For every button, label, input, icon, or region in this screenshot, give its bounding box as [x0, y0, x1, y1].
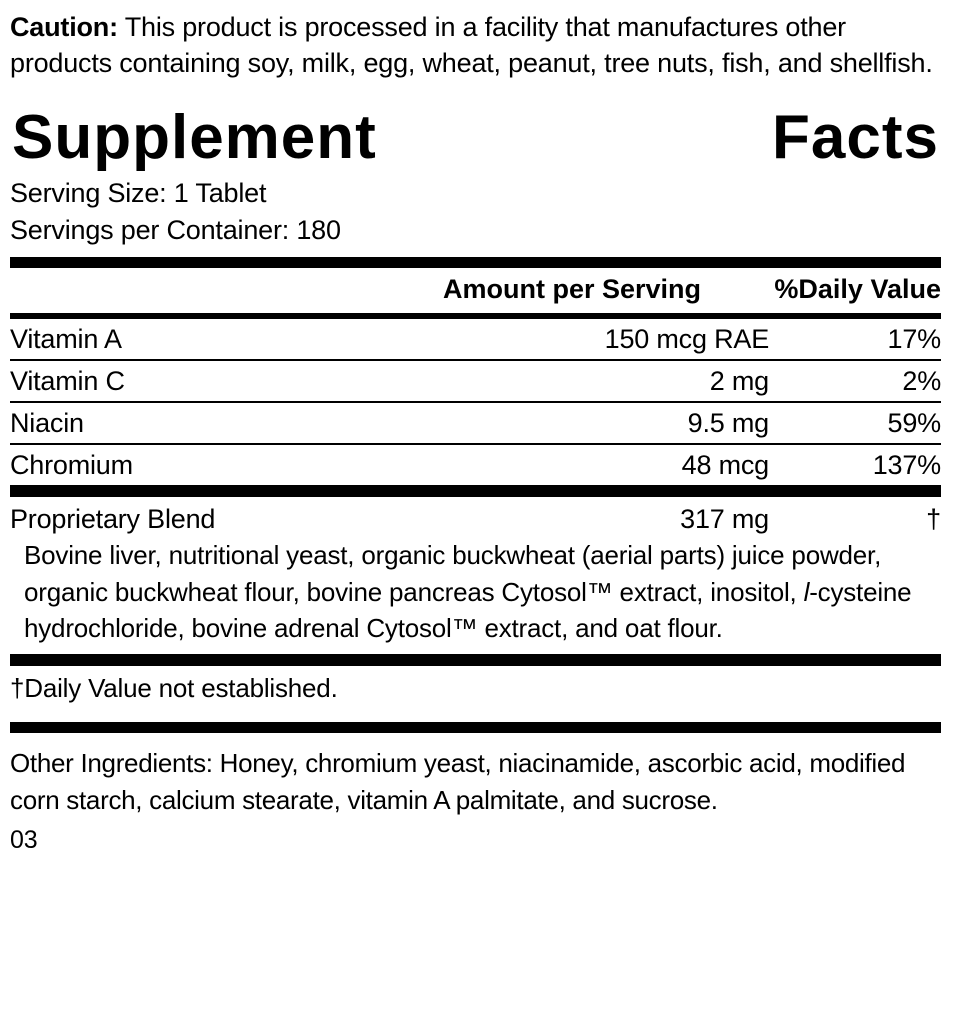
table-row	[10, 445, 941, 485]
servings-per-container: Servings per Container: 180	[10, 214, 341, 245]
nutrient-name: Vitamin A	[10, 324, 122, 355]
blend-description-part-1: Bovine liver, nutritional yeast, organic buckwheat (aerial parts) juice powder, organic buckwheat flour, bovine pancreas Cytosol™ extract, inositol,	[24, 540, 882, 607]
nutrient-name: Vitamin C	[10, 366, 125, 397]
blend-dv: †	[926, 504, 941, 535]
nutrient-amount: 48 mcg	[681, 450, 769, 481]
nutrient-amount: 9.5 mg	[687, 408, 769, 439]
divider-above-blend	[10, 485, 941, 497]
nutrient-amount: 2 mg	[709, 366, 769, 397]
header-daily-value: %Daily Value	[774, 274, 941, 305]
caution-text: This product is processed in a facility that manufactures other products containing soy, milk, egg, wheat, peanut, tree nuts, fish, and shellfish.	[10, 12, 933, 78]
table-header-row	[10, 268, 941, 313]
divider-below-blend	[10, 654, 941, 666]
blend-description-italic: l	[803, 576, 810, 607]
blend-description-part-2: -cysteine hydrochloride, bovine adrenal Cytosol™ extract, and oat flour.	[24, 576, 912, 644]
blend-amount: 317 mg	[680, 504, 769, 535]
table-row	[10, 361, 941, 401]
serving-size: Serving Size: 1 Tablet	[10, 177, 267, 208]
nutrient-dv: 137%	[872, 450, 941, 481]
table-row	[10, 403, 941, 443]
title-word-supplement: Supplement	[12, 102, 377, 172]
proprietary-blend-row	[10, 497, 941, 537]
nutrient-dv: 17%	[887, 324, 941, 355]
nutrient-dv: 59%	[887, 408, 941, 439]
nutrient-name: Chromium	[10, 450, 133, 481]
nutrient-dv: 2%	[902, 366, 941, 397]
page-title	[10, 102, 941, 173]
page-number: 03	[10, 826, 38, 855]
divider-thick-top	[10, 257, 941, 268]
blend-description	[10, 537, 941, 654]
title-word-facts: Facts	[772, 102, 939, 172]
divider-thick-bottom	[10, 722, 941, 733]
header-amount-per-serving: Amount per Serving	[442, 274, 701, 305]
daily-value-footnote: †Daily Value not established.	[10, 673, 338, 704]
nutrient-name: Niacin	[10, 408, 84, 439]
caution-label: Caution:	[10, 12, 118, 42]
table-row	[10, 319, 941, 359]
blend-name: Proprietary Blend	[10, 504, 216, 535]
nutrient-amount: 150 mcg RAE	[604, 324, 769, 355]
other-ingredients: Other Ingredients: Honey, chromium yeast, niacinamide, ascorbic acid, modified corn starch, calcium stearate, vitamin A palmitate, and sucrose.	[10, 748, 906, 815]
caution-paragraph	[10, 10, 941, 82]
